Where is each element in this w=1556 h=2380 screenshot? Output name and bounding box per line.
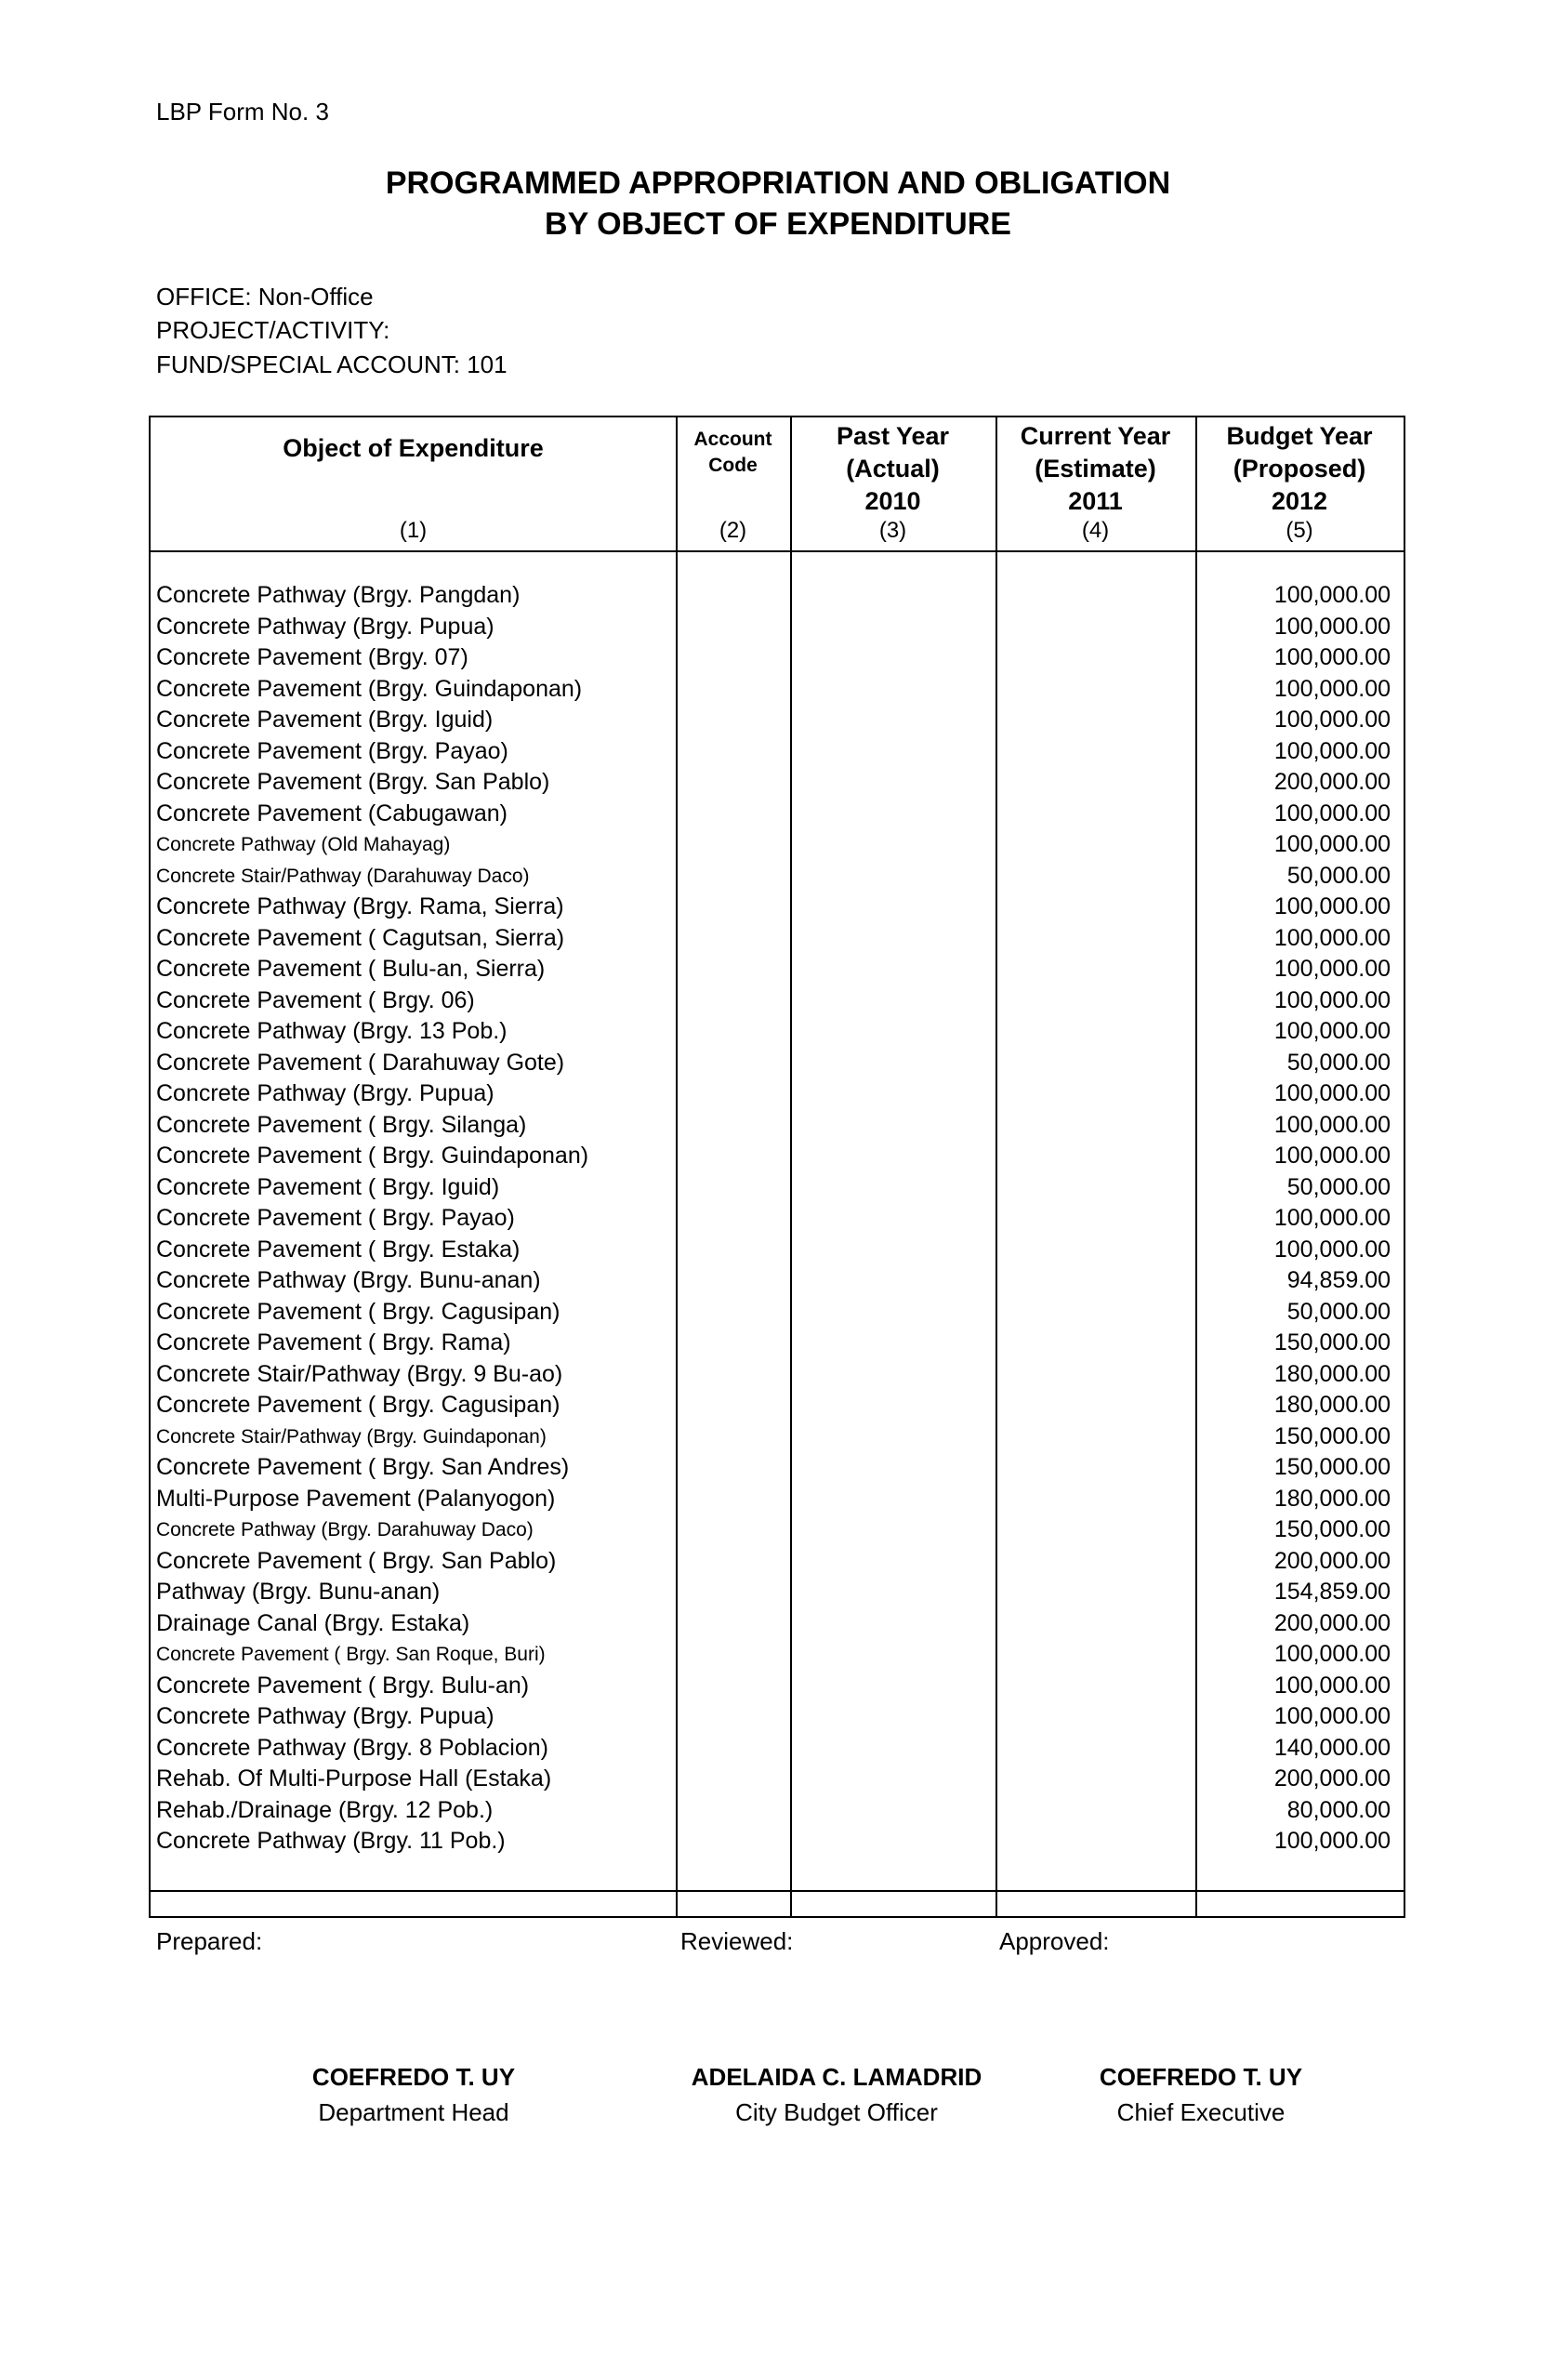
header-account-code — [676, 427, 790, 479]
row-budget-amount: 180,000.00 — [1273, 1485, 1391, 1512]
row-label: Concrete Stair/Pathway (Brgy. 9 Bu-ao) — [156, 1360, 563, 1387]
row-label: Concrete Pavement ( Cagutsan, Sierra) — [156, 924, 565, 951]
column-number-5: (5) — [1286, 518, 1313, 543]
row-budget-amount: 150,000.00 — [1273, 1516, 1391, 1542]
header-code-line: Code — [708, 455, 758, 476]
header-current-year-2011: 2011 — [1068, 487, 1123, 515]
header-past-year-2010: 2010 — [864, 487, 921, 515]
row-label: Concrete Stair/Pathway (Darahuway Daco) — [156, 865, 530, 887]
header-budget-year-2012: 2012 — [1271, 487, 1328, 515]
prepared-signatory-name: COEFREDO T. UY — [311, 2063, 516, 2091]
row-budget-amount: 100,000.00 — [1273, 1236, 1391, 1263]
row-label: Concrete Pathway (Brgy. 11 Pob.) — [156, 1828, 506, 1854]
header-current-year-label: Current Year — [1020, 422, 1171, 450]
header-past-year-label: Past Year — [836, 422, 950, 450]
row-label: Concrete Pavement ( Brgy. 06) — [156, 986, 475, 1013]
row-budget-amount: 100,000.00 — [1273, 986, 1391, 1013]
row-label: Concrete Pavement (Brgy. 07) — [156, 644, 468, 670]
row-budget-amount: 50,000.00 — [1286, 1049, 1391, 1076]
reviewed-signatory-title: City Budget Officer — [735, 2098, 938, 2126]
row-budget-amount: 100,000.00 — [1273, 1672, 1391, 1699]
column-number-1: (1) — [399, 518, 428, 543]
row-budget-amount: 100,000.00 — [1273, 1080, 1391, 1106]
header-budget-year — [1195, 420, 1404, 518]
header-divider — [151, 550, 1404, 552]
header-current-year-estimate: (Estimate) — [1035, 455, 1156, 483]
row-budget-amount: 100,000.00 — [1273, 1111, 1391, 1138]
row-budget-amount: 100,000.00 — [1273, 582, 1391, 608]
row-label: Concrete Pavement ( Brgy. Rama) — [156, 1329, 511, 1355]
row-budget-amount: 140,000.00 — [1273, 1734, 1391, 1761]
row-label: Pathway (Brgy. Bunu-anan) — [156, 1579, 441, 1605]
header-past-year-actual: (Actual) — [846, 455, 940, 483]
header-budget-year-proposed: (Proposed) — [1233, 455, 1366, 483]
row-budget-amount: 100,000.00 — [1273, 1641, 1391, 1667]
row-label: Concrete Pavement ( Brgy. Guindaponan) — [156, 1143, 589, 1169]
title-line-1: PROGRAMMED APPROPRIATION AND OBLIGATION — [385, 165, 1171, 201]
row-budget-amount: 150,000.00 — [1273, 1422, 1391, 1449]
row-label: Concrete Pavement (Brgy. Payao) — [156, 737, 508, 764]
row-budget-amount: 100,000.00 — [1273, 675, 1391, 702]
row-label: Concrete Pavement ( Brgy. Iguid) — [156, 1173, 500, 1200]
column-number-2: (2) — [719, 518, 747, 543]
row-label: Concrete Pavement ( Brgy. San Andres) — [156, 1454, 570, 1480]
column-number-3: (3) — [878, 518, 907, 543]
row-label: Concrete Pathway (Brgy. Pupua) — [156, 1080, 494, 1106]
row-budget-amount: 100,000.00 — [1273, 707, 1391, 733]
row-label: Concrete Pathway (Old Mahayag) — [156, 834, 451, 855]
column-divider — [790, 417, 792, 1916]
row-budget-amount: 100,000.00 — [1273, 1143, 1391, 1169]
column-divider — [996, 417, 997, 1916]
header-current-year — [996, 420, 1195, 518]
row-budget-amount: 154,859.00 — [1273, 1579, 1391, 1605]
row-label: Concrete Pavement (Cabugawan) — [156, 800, 508, 826]
row-budget-amount: 100,000.00 — [1273, 893, 1391, 919]
row-label: Concrete Pavement ( Brgy. San Roque, Buri) — [156, 1644, 546, 1665]
row-label: Multi-Purpose Pavement (Palanyogon) — [156, 1485, 556, 1512]
project-activity-field: PROJECT/ACTIVITY: — [156, 316, 390, 344]
row-label: Concrete Pavement ( Brgy. Estaka) — [156, 1236, 521, 1263]
prepared-label: Prepared: — [156, 1927, 263, 1955]
row-label: Concrete Pathway (Brgy. Bunu-anan) — [156, 1267, 541, 1293]
row-label: Concrete Pathway (Brgy. Darahuway Daco) — [156, 1519, 534, 1540]
row-label: Concrete Pavement ( Brgy. Payao) — [156, 1205, 515, 1231]
row-label: Rehab. Of Multi-Purpose Hall (Estaka) — [156, 1765, 552, 1792]
document-title — [0, 163, 1556, 245]
row-budget-amount: 80,000.00 — [1286, 1796, 1391, 1823]
row-budget-amount: 94,859.00 — [1286, 1267, 1391, 1293]
row-label: Concrete Pavement (Brgy. Iguid) — [156, 707, 494, 733]
row-label: Concrete Pavement ( Bulu-an, Sierra) — [156, 956, 546, 982]
row-label: Concrete Pathway (Brgy. Pupua) — [156, 613, 494, 640]
column-divider — [676, 417, 678, 1916]
row-budget-amount: 100,000.00 — [1273, 924, 1391, 951]
header-past-year — [790, 420, 996, 518]
row-budget-amount: 100,000.00 — [1273, 956, 1391, 982]
header-account-line: Account — [693, 429, 772, 450]
row-budget-amount: 50,000.00 — [1286, 862, 1391, 889]
row-label: Concrete Pathway (Brgy. 13 Pob.) — [156, 1018, 508, 1044]
row-label: Concrete Stair/Pathway (Brgy. Guindaponan) — [156, 1425, 547, 1448]
row-label: Concrete Pathway (Brgy. Rama, Sierra) — [156, 893, 564, 919]
row-budget-amount: 150,000.00 — [1273, 1454, 1391, 1480]
fund-account-field: FUND/SPECIAL ACCOUNT: 101 — [156, 350, 508, 378]
row-budget-amount: 100,000.00 — [1273, 831, 1391, 857]
row-label: Concrete Pavement ( Brgy. Silanga) — [156, 1111, 527, 1138]
row-budget-amount: 100,000.00 — [1273, 1018, 1391, 1044]
row-label: Concrete Pavement ( Brgy. Bulu-an) — [156, 1672, 530, 1699]
row-budget-amount: 200,000.00 — [1273, 1547, 1391, 1574]
row-budget-amount: 200,000.00 — [1273, 1765, 1391, 1792]
row-label: Concrete Pavement (Brgy. Guindaponan) — [156, 675, 583, 702]
row-budget-amount: 100,000.00 — [1273, 737, 1391, 764]
row-budget-amount: 100,000.00 — [1273, 1703, 1391, 1729]
reviewed-signatory-name: ADELAIDA C. LAMADRID — [691, 2063, 982, 2091]
column-number-4: (4) — [1081, 518, 1110, 543]
row-budget-amount: 180,000.00 — [1273, 1360, 1391, 1387]
reviewed-label: Reviewed: — [680, 1927, 794, 1955]
row-label: Concrete Pavement ( Darahuway Gote) — [156, 1049, 565, 1076]
row-label: Rehab./Drainage (Brgy. 12 Pob.) — [156, 1796, 494, 1823]
row-budget-amount: 100,000.00 — [1273, 644, 1391, 670]
office-field: OFFICE: Non-Office — [156, 283, 374, 311]
header-budget-year-label: Budget Year — [1226, 422, 1373, 450]
approved-label: Approved: — [999, 1927, 1110, 1955]
row-label: Concrete Pathway (Brgy. 8 Poblacion) — [156, 1734, 548, 1761]
column-divider — [1195, 417, 1197, 1916]
form-number: LBP Form No. 3 — [156, 98, 329, 126]
approved-signatory-title: Chief Executive — [1116, 2098, 1286, 2126]
row-budget-amount: 150,000.00 — [1273, 1329, 1391, 1355]
row-label: Drainage Canal (Brgy. Estaka) — [156, 1609, 470, 1636]
row-label: Concrete Pathway (Brgy. Pupua) — [156, 1703, 494, 1729]
row-budget-amount: 180,000.00 — [1273, 1392, 1391, 1418]
title-line-2: BY OBJECT OF EXPENDITURE — [545, 206, 1011, 242]
row-budget-amount: 200,000.00 — [1273, 1609, 1391, 1636]
footer-divider — [151, 1890, 1404, 1892]
header-object-of-expenditure: Object of Expenditure — [283, 434, 544, 462]
row-label: Concrete Pathway (Brgy. Pangdan) — [156, 582, 521, 608]
row-label: Concrete Pavement ( Brgy. San Pablo) — [156, 1547, 557, 1574]
row-label: Concrete Pavement (Brgy. San Pablo) — [156, 769, 550, 795]
row-budget-amount: 100,000.00 — [1273, 1828, 1391, 1854]
row-budget-amount: 100,000.00 — [1273, 1205, 1391, 1231]
approved-signatory-name: COEFREDO T. UY — [1099, 2063, 1303, 2091]
row-budget-amount: 100,000.00 — [1273, 800, 1391, 826]
row-budget-amount: 50,000.00 — [1286, 1298, 1391, 1325]
row-label: Concrete Pavement ( Brgy. Cagusipan) — [156, 1298, 560, 1325]
row-budget-amount: 50,000.00 — [1286, 1173, 1391, 1200]
prepared-signatory-title: Department Head — [318, 2098, 509, 2126]
expenditure-table — [149, 416, 1405, 1918]
row-budget-amount: 200,000.00 — [1273, 769, 1391, 795]
row-label: Concrete Pavement ( Brgy. Cagusipan) — [156, 1392, 560, 1418]
row-budget-amount: 100,000.00 — [1273, 613, 1391, 640]
